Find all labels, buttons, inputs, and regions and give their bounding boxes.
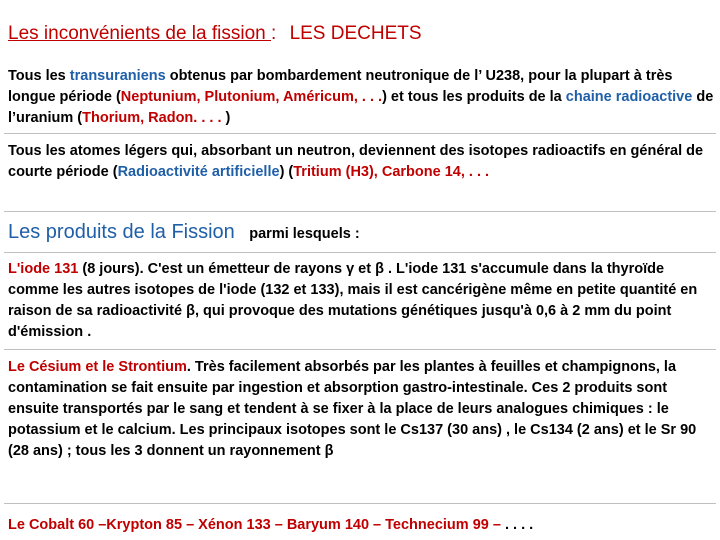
p1-elements-list: Neptunium, Plutonium, Américum, . . . [120, 89, 383, 105]
p1-text-5: ) [221, 110, 231, 126]
p2-text-2: ) ( [279, 164, 294, 180]
p1-text-4: de l’uranium ( [8, 89, 714, 126]
divider [4, 211, 716, 212]
section-heading-main: Les produits de la Fission [8, 221, 235, 243]
paragraph-atomes-legers [8, 141, 714, 183]
p4-term-cesium: Le Césium et le Strontium [8, 359, 187, 375]
p1-text-1: Tous les [8, 68, 70, 84]
paragraph-iode [8, 259, 714, 343]
divider [4, 349, 716, 350]
p2-term-radioactivite: Radioactivité artificielle [117, 164, 280, 180]
section-heading-suffix: parmi lesquels : [249, 226, 360, 242]
divider [4, 133, 716, 134]
title-separator: : [271, 23, 277, 44]
title-main: Les inconvénients de la fission [8, 23, 271, 44]
p5-text-1: . . . . [500, 517, 534, 533]
p5-elements-list: Le Cobalt 60 –Krypton 85 – Xénon 133 – Baryum 140 – Technecium 99 – [8, 517, 501, 533]
title-subtitle: LES DECHETS [289, 23, 422, 44]
paragraph-cesium [8, 357, 714, 462]
p1-term-transuraniens: transuraniens [69, 68, 166, 84]
p2-elements-list: Tritium (H3), Carbone 14, . . . [293, 164, 490, 180]
divider [4, 252, 716, 253]
p2-text-1: Tous les atomes légers qui, absorbant un neutron, deviennent des isotopes radioactifs en général de courte période ( [8, 143, 704, 180]
paragraph-cobalt [8, 515, 714, 536]
paragraph-transuraniens [8, 66, 714, 129]
p3-term-iode: L'iode 131 [8, 261, 79, 277]
slide-title [8, 22, 422, 46]
p4-text-1: . Très facilement absorbés par les plantes à feuilles et champignons, la contamination se fait ensuite par ingestion et absorption gastro-intestinale. Ces 2 produits sont ensuite transportés par le sang et tendent à se fixer à la place de leurs analogues chimiques : le potassium et le calcium. Les principaux isotopes sont le Cs137 (30 ans) , le Cs134 (2 ans) et le Sr 90 (28 ans) ; tous les 3 donnent un rayonnement β [8, 359, 697, 459]
divider [4, 503, 716, 504]
p1-elements-list-2: Thorium, Radon. . . . [82, 110, 222, 126]
p1-text-2: obtenus par bombardement neutronique de l’ U238, pour la plupart à très longue période ( [8, 68, 673, 105]
section-heading [8, 221, 360, 244]
p1-term-chaine: chaine radioactive [565, 89, 693, 105]
p1-text-3: ) et tous les produits de la [382, 89, 566, 105]
p3-text-1: (8 jours). C'est un émetteur de rayons γ et β . L'iode 131 s'accumule dans la thyroïde comme les autres isotopes de l'iode (132 et 133), mais il est cancérigène même en petite quantité en raison de sa radioactivité β, qui provoque des mutations génétiques jusqu'à 0,6 à 2 mm du point d'émission . [8, 261, 698, 340]
